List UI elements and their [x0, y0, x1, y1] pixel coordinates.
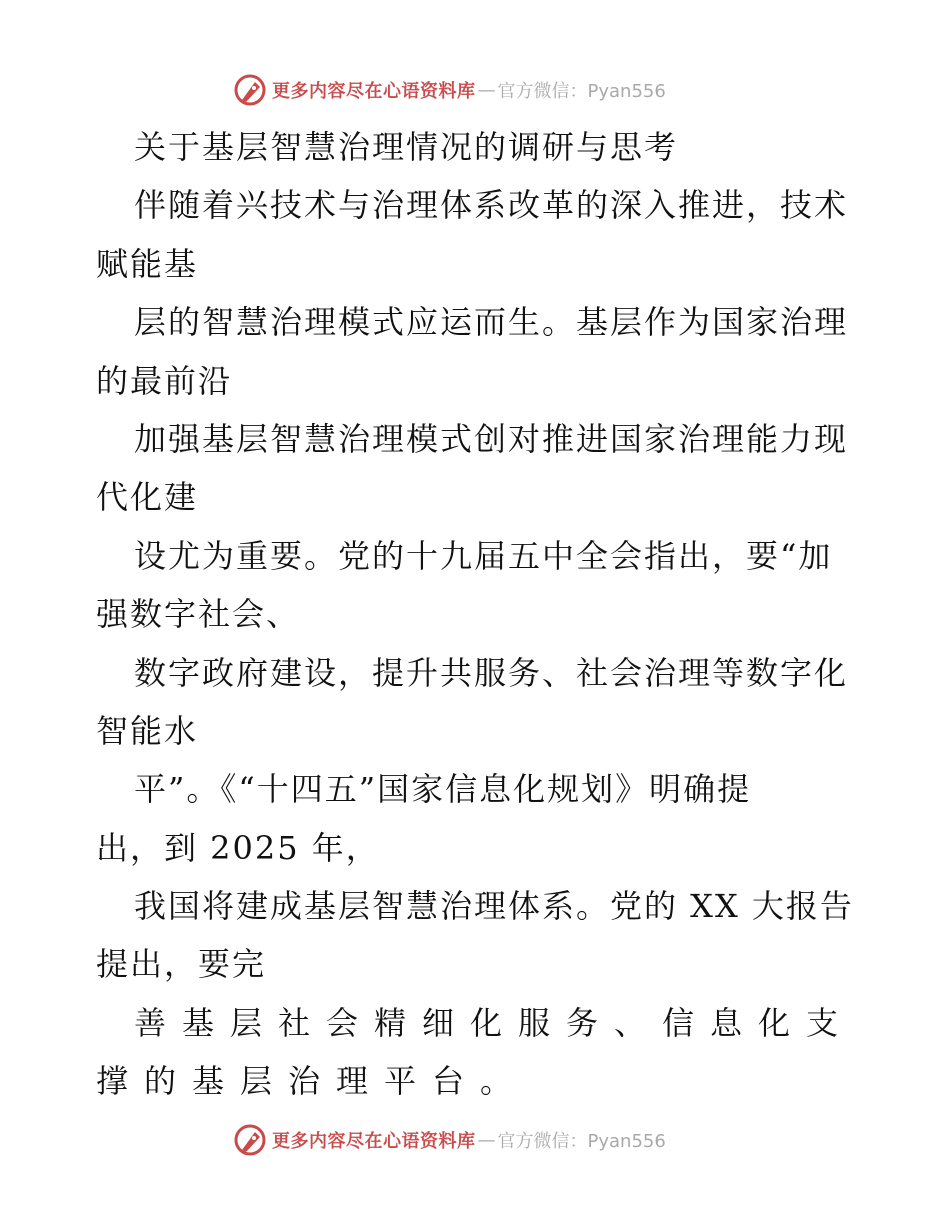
text-line: 赋能基 — [96, 244, 199, 283]
pen-nib-logo-icon — [233, 73, 267, 107]
text-line: 智能水 — [96, 711, 199, 750]
document-title: 关于基层智慧治理情况的调研与思考 — [134, 128, 679, 166]
document-body — [96, 118, 856, 1111]
text-line: 层的智慧治理模式应运而生。基层作为国家治理 — [134, 303, 849, 342]
text-line: 设尤为重要。党的十九届五中全会指出，要“加 — [134, 536, 833, 575]
pen-nib-logo-icon — [233, 1123, 267, 1157]
banner-dash: — — [477, 1129, 496, 1151]
text-line: 出，到 2025 年， — [96, 828, 380, 867]
text-line: 善基层社会精细化服务、信息化支 — [134, 1003, 855, 1042]
text-line: 撑的基层治理平台。 — [96, 1062, 529, 1101]
banner-contact-text: 官方微信：Pyan556 — [497, 81, 666, 102]
banner-contact-text: 官方微信：Pyan556 — [497, 1131, 666, 1152]
text-line: 我国将建成基层智慧治理体系。党的 XX 大报告 — [134, 887, 854, 926]
text-line: 强数字社会、 — [96, 595, 301, 634]
text-line: 的最前沿 — [96, 361, 233, 400]
header-watermark-banner — [233, 70, 666, 110]
text-line: 数字政府建设，提升共服务、社会治理等数字化 — [134, 653, 849, 692]
banner-main-text: 更多内容尽在心语资料库 — [272, 1131, 476, 1152]
text-line: 加强基层智慧治理模式创对推进国家治理能力现 — [134, 419, 849, 458]
banner-main-text: 更多内容尽在心语资料库 — [272, 81, 476, 102]
footer-watermark-banner — [233, 1120, 666, 1160]
text-line: 代化建 — [96, 478, 199, 517]
text-line: 平”。《“十四五”国家信息化规划》明确提 — [134, 770, 752, 809]
text-line: 提出，要完 — [96, 945, 267, 984]
banner-dash: — — [477, 79, 496, 101]
text-line: 伴随着兴技术与治理体系改革的深入推进，技术 — [134, 186, 849, 225]
